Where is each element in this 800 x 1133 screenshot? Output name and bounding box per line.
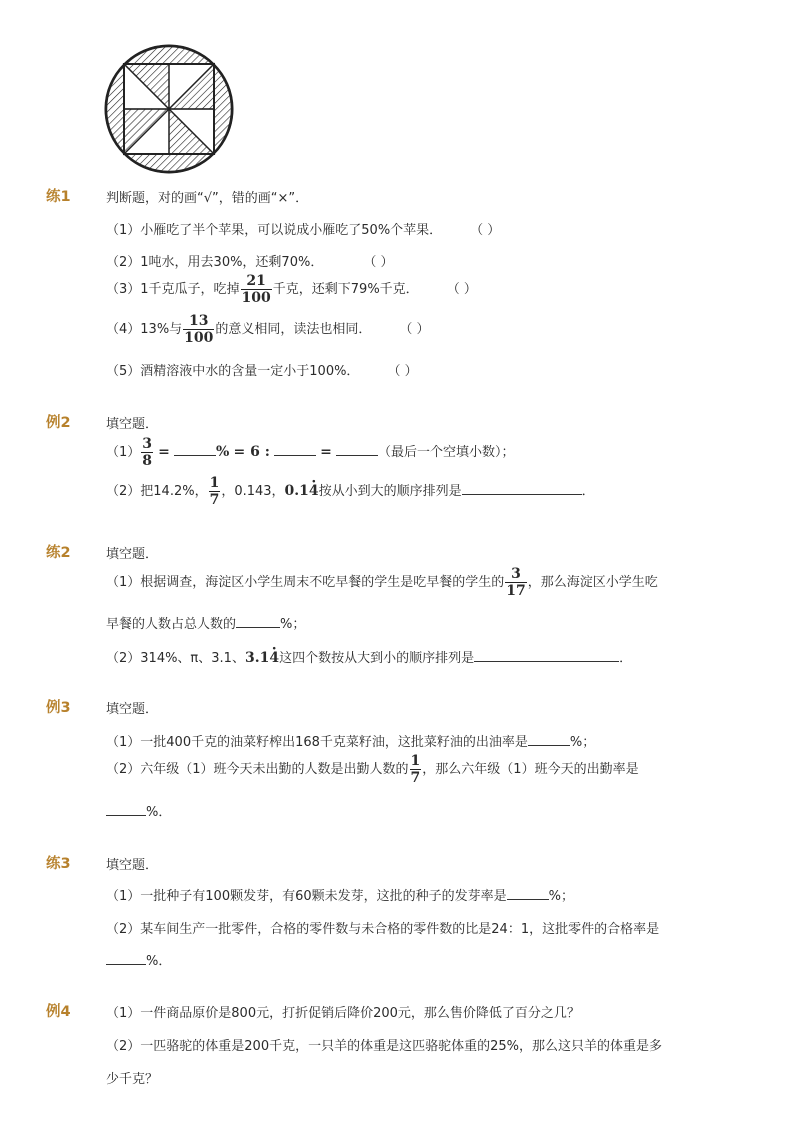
section-tag: 练3 [46, 856, 71, 872]
section-heading: 填空题． [106, 702, 159, 717]
question-item: （1）一批400千克的油菜籽榨出168千克菜籽油，这批菜籽油的出油率是 %； [106, 731, 595, 750]
question-item: （1）一批种子有100颗发芽，有60颗未发芽，这批的种子的发芽率是 %； [106, 885, 574, 904]
question-item: （1）一件商品原价是800元，打折促销后降价200元，那么售价降低了百分之几？ [106, 1006, 580, 1021]
answer-blank[interactable] [236, 614, 280, 628]
section-tag: 练1 [46, 189, 71, 205]
section-heading: 判断题，对的画“√”，错的画“×”． [106, 191, 309, 206]
section-heading: 填空题． [106, 858, 159, 873]
section-tag: 练2 [46, 545, 71, 561]
answer-blank[interactable] [106, 951, 146, 965]
question-item: （2）把14.2%， $\frac{1}{7}$ ，0.143，0.14 ·按从小到大的顺序排列是 ． [106, 475, 595, 508]
question-item: （1）小雁吃了半个苹果，可以说成小雁吃了50%个苹果． （ ） [106, 223, 501, 238]
answer-blank[interactable] [462, 481, 582, 495]
section-heading: 填空题． [106, 547, 159, 562]
question-item: 少千克？ [106, 1072, 159, 1087]
question-item: （1） $\frac{3}{8}$ = % = 6 : = （最后一个空填小数）； [106, 436, 515, 469]
question-item: （2）六年级（1）班今天未出勤的人数是出勤人数的 $\frac{1}{7}$ ，那么六年级（1）班今天的出勤率是 [106, 753, 639, 786]
section-tag: 例2 [46, 415, 71, 431]
fraction: $\frac{3}{8}$ [142, 436, 153, 469]
answer-blank[interactable] [274, 442, 316, 456]
section-tag: 例4 [46, 1004, 71, 1020]
fraction: $\frac{21}{100}$ [241, 273, 271, 306]
question-item: 早餐的人数占总人数的 %； [106, 613, 305, 632]
section-heading: 填空题． [106, 417, 159, 432]
question-item: （5）酒精溶液中水的含量一定小于100%． （ ） [106, 364, 418, 379]
section-tag: 例3 [46, 700, 71, 716]
question-item: （3）1千克瓜子，吃掉 $\frac{21}{100}$ 千克，还剩下79%千克． （ ） [106, 273, 477, 306]
fraction: $\frac{1}{7}$ [209, 475, 220, 508]
question-item: %． [106, 801, 171, 820]
answer-blank[interactable] [106, 802, 146, 816]
fraction: $\frac{1}{7}$ [410, 753, 421, 786]
answer-blank[interactable] [528, 732, 570, 746]
answer-blank[interactable] [507, 886, 549, 900]
question-item: （4）13%与 $\frac{13}{100}$ 的意义相同，读法也相同． （ ） [106, 313, 430, 346]
answer-blank[interactable] [336, 442, 378, 456]
circle-square-pinwheel-diagram [104, 44, 234, 174]
question-item: （2）某车间生产一批零件，合格的零件数与未合格的零件数的比是24：1，这批零件的合格率是 [106, 922, 660, 937]
question-item: （2）一匹骆驼的体重是200千克，一只羊的体重是这匹骆驼体重的25%，那么这只羊的体重是多 [106, 1039, 662, 1054]
answer-blank[interactable] [474, 648, 619, 662]
question-item: （1）根据调查，海淀区小学生周末不吃早餐的学生是吃早餐的学生的 $\frac{3}{17}$ ，那么海淀区小学生吃 [106, 566, 658, 599]
fraction: $\frac{3}{17}$ [506, 566, 526, 599]
answer-blank[interactable] [174, 442, 216, 456]
question-item: （2）314%、π、3.1、3.14 ·这四个数按从大到小的顺序排列是 ． [106, 647, 632, 666]
fraction: $\frac{13}{100}$ [184, 313, 214, 346]
question-item: %． [106, 950, 171, 969]
question-item: （2）1吨水，用去30%，还剩70%． （ ） [106, 255, 394, 270]
